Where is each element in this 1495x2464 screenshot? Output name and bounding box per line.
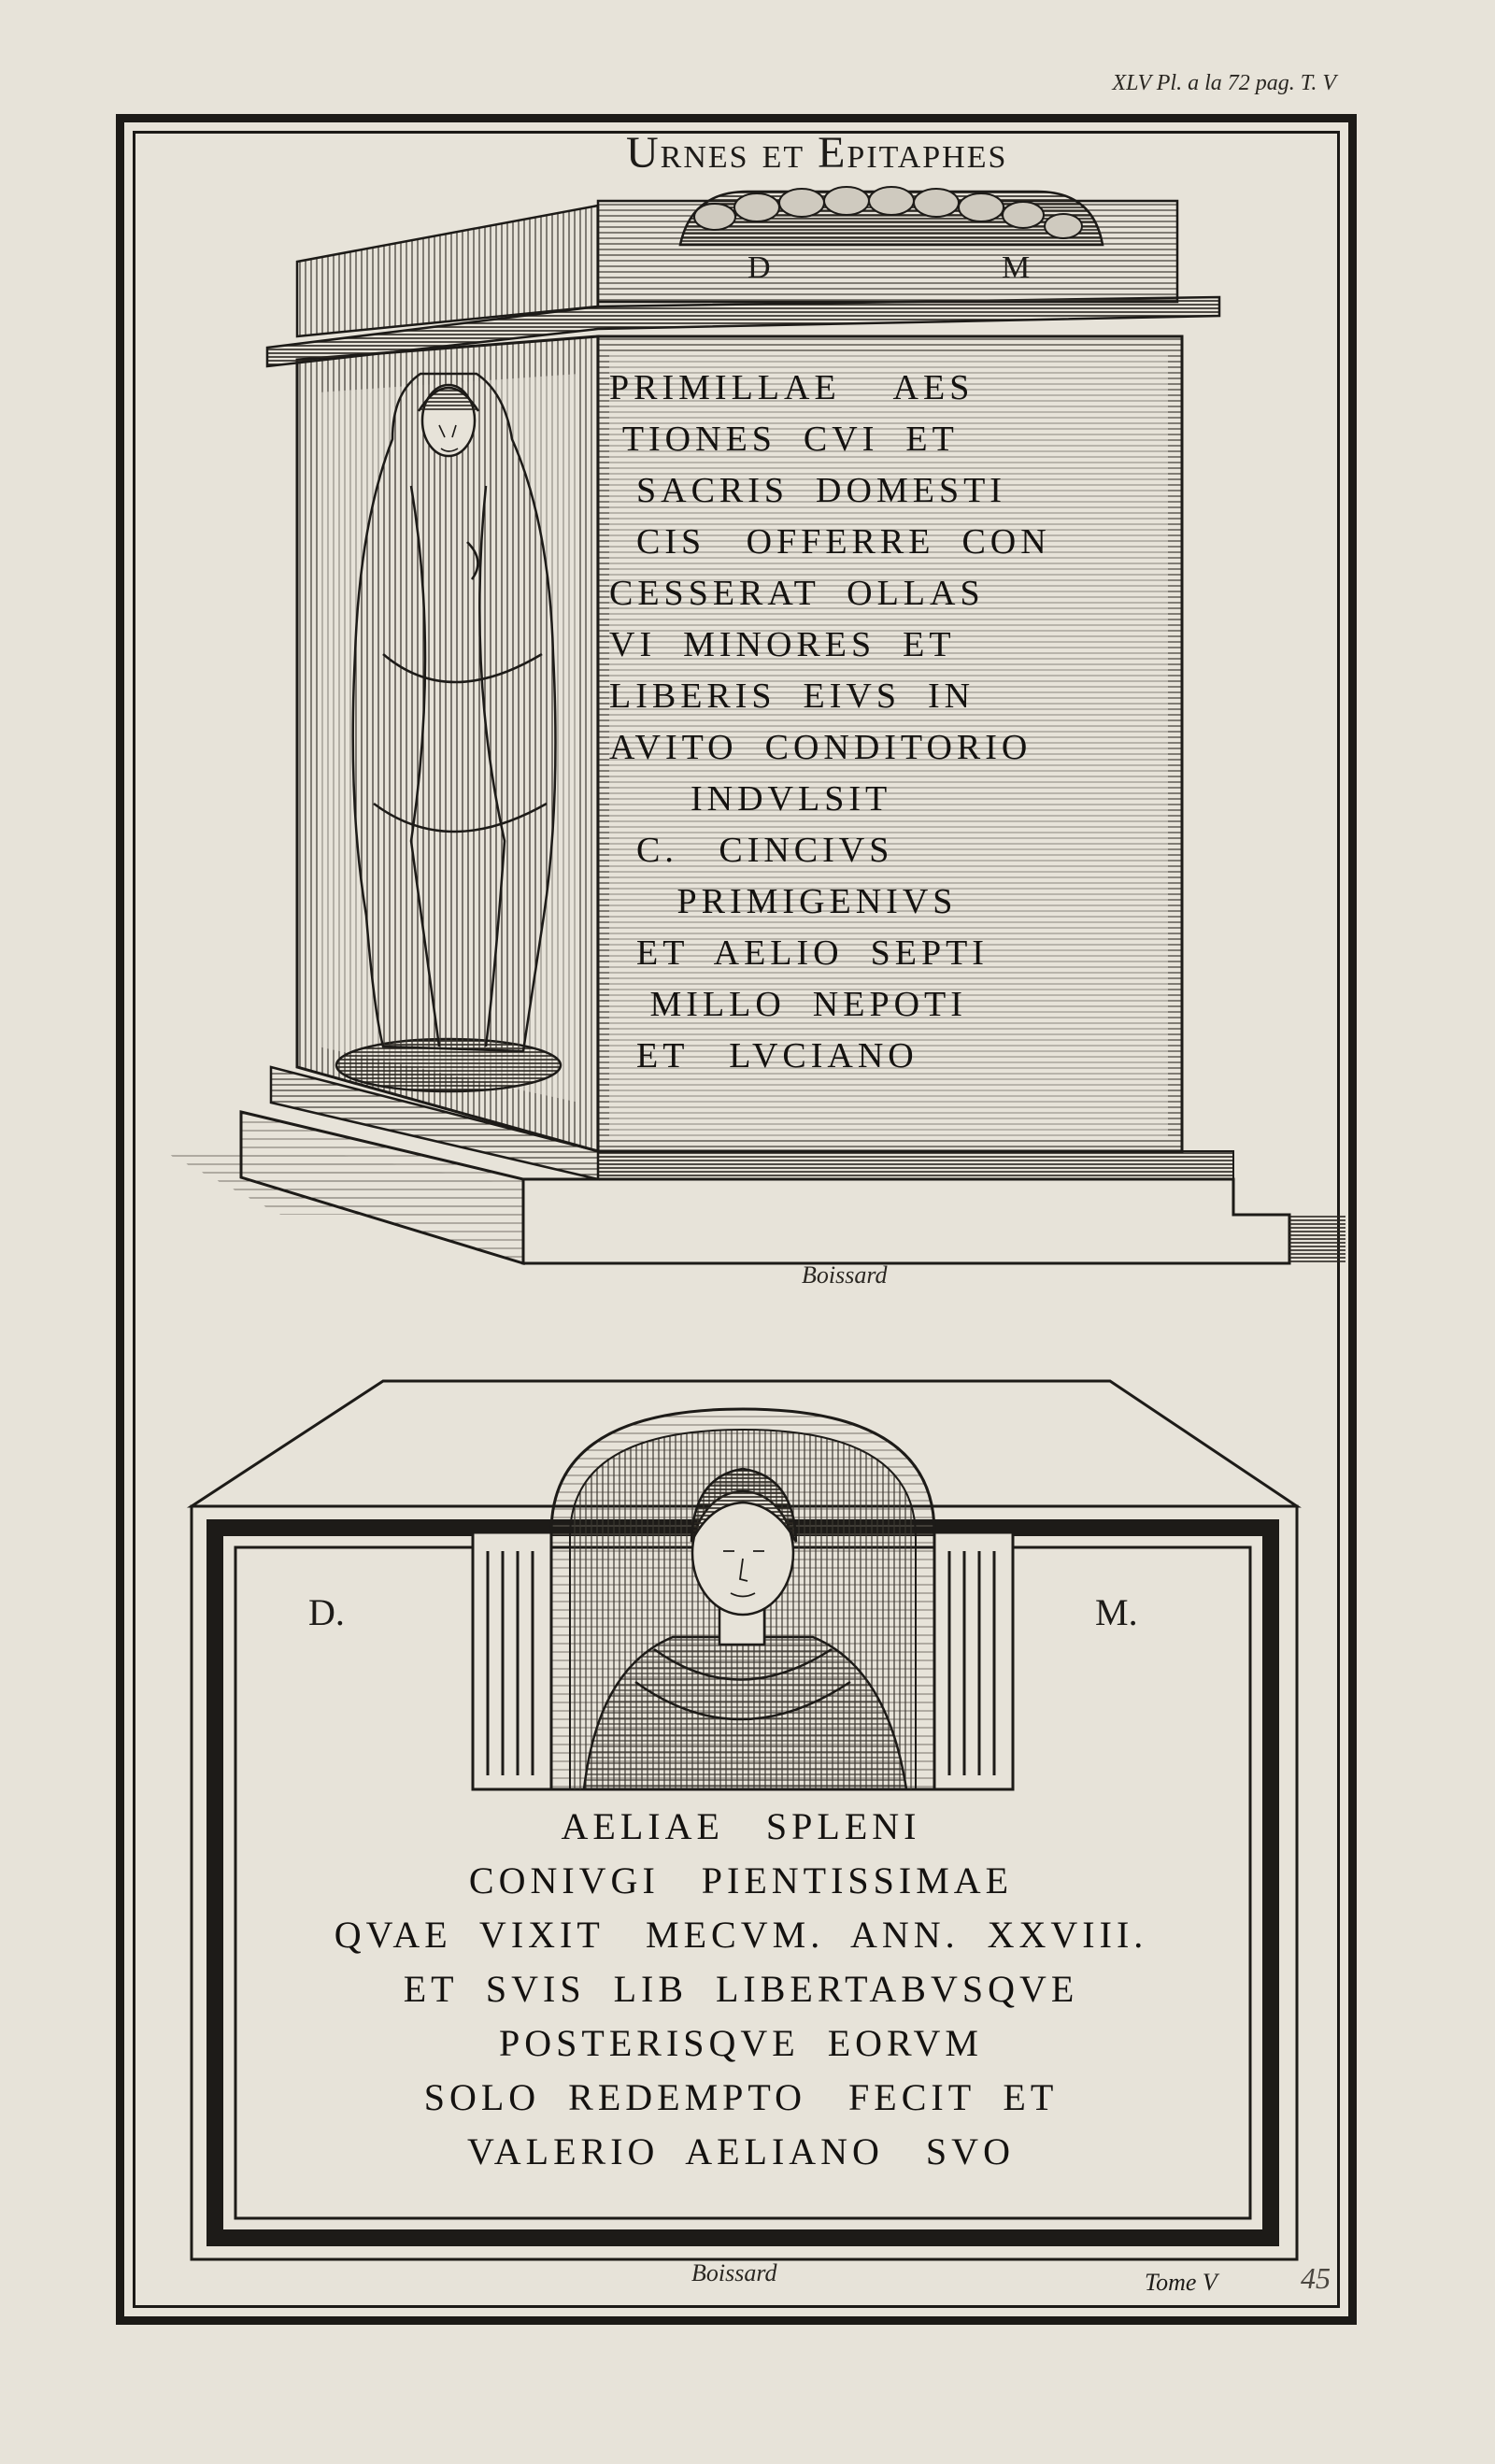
tablet-dm-left: D. <box>308 1591 345 1633</box>
page-number: 45 <box>1301 2261 1331 2295</box>
tablet-engraver-signature: Boissard <box>691 2259 777 2286</box>
tome-label: Tome V <box>1145 2269 1217 2296</box>
tablet-inscription: AELIAE SPLENI CONIVGI PIENTISSIMAE QVAE VIXIT MECVM. ANN. XXVIII. ET SVIS LIB LIBERTABVSQVE POSTERISQVE EORVM SOLO REDEMPTO FECIT ET VALERIO AELIANO SVO <box>334 1805 1148 2172</box>
right-pilaster <box>934 1532 1013 1789</box>
plate-heading: Urnes et Epitaphes <box>626 128 1008 178</box>
tablet-dm-right: M. <box>1095 1591 1138 1633</box>
altar-dm-right: M <box>1002 250 1032 285</box>
altar-inscription: PRIMILLAE AES TIONES CVI ET SACRIS DOMESTI CIS OFFERRE CON CESSERAT OLLAS VI MINORES ET LIBERIS EIVS IN AVITO CONDITORIO INDVLSIT C. CINCIVS PRIMIGENIVS ET AELIO SEPTI MILLO NEPOTI ET LVCIANO <box>609 368 1051 1075</box>
plate-reference: XLV Pl. a la 72 pag. T. V <box>1112 71 1336 95</box>
altar-dm-left: D <box>748 250 773 285</box>
left-pilaster <box>473 1532 551 1789</box>
altar-engraver-signature: Boissard <box>802 1261 888 1289</box>
